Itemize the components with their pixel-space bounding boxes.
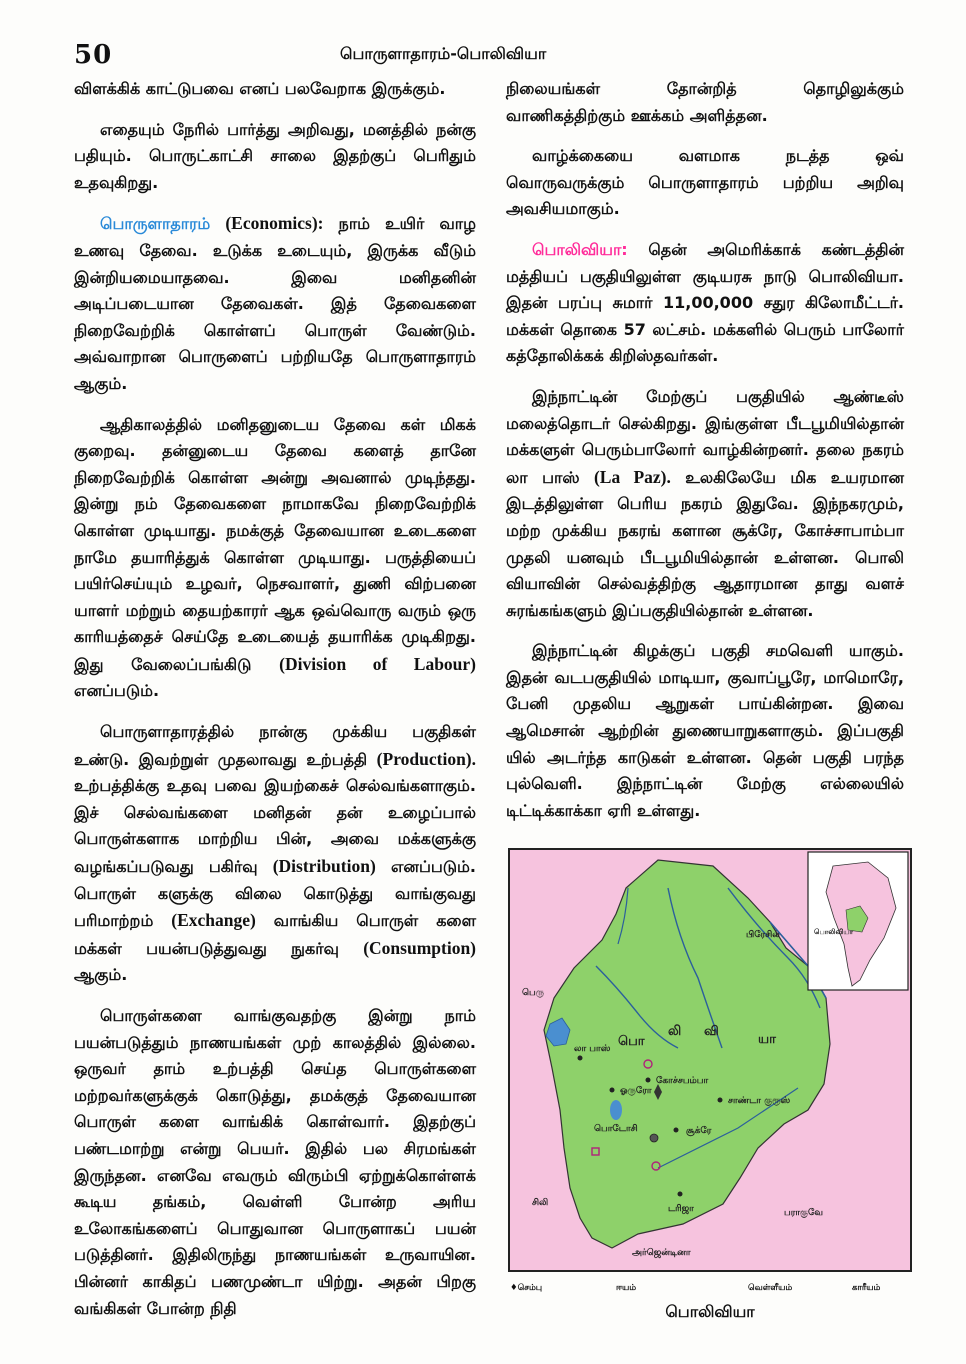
map-graphic <box>508 848 912 1272</box>
map-label-peru: பெரு <box>522 988 545 998</box>
map-label-country-1: பொ <box>618 1034 645 1049</box>
left-paragraph-barter: பொருள்களை வாங்குவதற்கு இன்று நாம் பயன்படுத்தும் நாணயங்கள் முற் காலத்தில் இல்லை. ஒருவர் தாம் உற்பத்தி செய்த பொருள்களை மற்றவர்களுக்குக் கொடுத்து, தமக்குத் தேவையான பொருள் களை வாங்கிக் கொள்வார். இதற்குப் பண்டமாற்று என்று பெயர். இதில் பல சிரமங்கள் இருந்தன. எனவே எவரும் விரும்பி ஏற்றுக்கொள்ளக் கூடிய தங்கம், வெள்ளி போன்ற அரிய உலோகங்களைப் பொதுவான பொருளாகப் பயன் படுத்தினர். இதிலிருந்து நாணயங்கள் உருவாயின. பின்னர் காகிதப் பணமுண்டா யிற்று. அதன் பிறகு வங்கிகள் போன்ற நிதி <box>74 1006 476 1318</box>
exchange-term: (Exchange) <box>171 910 256 931</box>
distribution-term: (Distribution) <box>272 856 376 877</box>
legend-copper: ♦செம்பு <box>510 1283 543 1293</box>
lake-poopo <box>610 1100 622 1120</box>
map-caption: பொலிவியா <box>665 1302 755 1321</box>
bolivia-map <box>508 848 912 1272</box>
city-dot-la-paz <box>578 1056 583 1061</box>
city-dot-sucre <box>674 1128 679 1133</box>
four-parts-text-d: வாங்கிய பொருள் களை மக்கள் பயன்படுத்துவது நுகர்வு <box>74 911 476 958</box>
map-label-country-2: லி <box>668 1024 682 1039</box>
bolivia-text: தென் அமெரிக்காக் கண்டத்தின் மத்தியப் பகுதியிலுள்ள குடியரசு நாடு பொலிவியா. இதன் பரப்பு சுமார் 11,00,000 சதுர கிலோமீட்டர். மக்கள் தொகை 57 லட்சம். மக்களில் பெரும் பாலோர் கத்தோலிக்கக் கிறிஸ்தவர்கள். <box>506 239 905 366</box>
map-label-country-3: வி <box>704 1024 719 1039</box>
map-label-paraguay: பராகுவே <box>784 1208 823 1218</box>
division-text: ஆதிகாலத்தில் மனிதனுடைய தேவை கள் மிகக் குறைவு. தன்னுடைய தேவை களைத் தானே நிறைவேற்றிக் கொள்ள அன்று அவனால் முடிந்தது. இன்று நம் தேவைகளை நாமாகவே நிறைவேற்றிக் கொள்ள முடியாது. நமக்குத் தேவையான உடைகளை நாமே தயாரித்துக் கொள்ள முடியாது. பருத்தியைப் பயிர்செய்யும் உழவர், நெசவாளர், துணி விற்பனை யாளர் மற்றும் தையற்காரர் ஆக ஒவ்வொரு வரும் ஒரு காரியத்தைச் செய்தே உடையைத் தயாரிக்க முடிகிறது. இது வேலைப்பங்கிடு <box>74 414 476 674</box>
map-label-brazil: பிரேசில் <box>746 930 780 940</box>
four-parts-text-b: உற்பத்திக்கு உதவு பவை இயற்கைச் செல்வங்களாகும். இச் செல்வங்களை மனிதன் தன் உழைப்பால் பொருள்களாக மாற்றிய பின், அவை மக்களுக்கு வழங்கப்படுவது பகிர்வு <box>74 776 476 877</box>
right-paragraph-bolivia <box>506 237 904 370</box>
map-label-oruro: ஓருரோ <box>620 1086 652 1096</box>
four-parts-text-a: பொருளாதாரத்தில் நான்கு முக்கிய பகுதிகள் உண்டு. இவற்றுள் முதலாவது உற்பத்தி <box>74 722 476 769</box>
left-paragraph-four-parts <box>74 719 476 989</box>
andes-text-b: உலகிலேயே மிக உயரமான இடத்திலுள்ள பெரிய நகரம் இதுவே. இந்நகரமும், மற்ற முக்கிய நகரங் களான சூக்ரே, கோச்சாபாம்பா முதலி யனவும் பீடபூமியில்தான் உள்ளன. பொலி வியாவின் செல்வத்திற்கு ஆதாரமான தாது வளச் சுரங்கங்களும் இப்பகுதியில்தான் உள்ளன. <box>506 467 905 620</box>
legend-tin: ஈயம் <box>616 1283 637 1293</box>
map-legend <box>508 1283 912 1299</box>
right-paragraph-east: இந்நாட்டின் கிழக்குப் பகுதி சமவெளி யாகும். இதன் வடபகுதியில் மாடியா, குவாப்பூரே, மாமொரே, பேனி முதலிய ஆறுகள் பாய்கின்றன. இவை ஆமெசான் ஆற்றின் துணையாறுகளாகும். இப்பகுதி யில் அடர்ந்த காடுகள் உள்ளன. தென் பகுதி பரந்த புல்வெளி. இந்நாட்டின் மேற்கு எல்லையில் டிட்டிக்காக்கா ஏரி உள்ளது. <box>506 641 904 820</box>
four-parts-text-e: ஆகும். <box>74 965 128 985</box>
legend-copper-label: செம்பு <box>517 1283 543 1293</box>
city-dot-oruro <box>610 1088 615 1093</box>
division-text-end: எனப்படும். <box>74 681 160 701</box>
left-paragraph-division-of-labour <box>74 412 476 706</box>
bolivia-keyword: பொலிவியா: <box>532 239 628 259</box>
four-parts-text-c: எனப்படும். பொருள் களுக்கு விலை கொடுத்து வாங்குவது பரிமாற்றம் <box>74 857 476 931</box>
map-label-la-paz: லா பாஸ் <box>574 1044 611 1054</box>
right-paragraph-1: நிலையங்கள் தோன்றித் தொழிலுக்கும் வாணிகத்திற்கும் ஊக்கம் அளித்தன. <box>506 79 904 125</box>
consumption-term: (Consumption) <box>363 937 477 958</box>
map-label-tarija: டரிஜா <box>668 1204 694 1214</box>
left-paragraph-economics <box>74 210 476 397</box>
economics-keyword: பொருளாதாரம் <box>100 214 211 234</box>
city-dot-cochabamba <box>646 1078 651 1083</box>
running-head: பொருளாதாரம்-பொலிவியா <box>340 44 547 63</box>
map-label-country-4: யா <box>758 1032 776 1047</box>
map-label-cochabamba: கோச்சபம்பா <box>656 1076 709 1086</box>
economics-text: நாம் உயிர் வாழ உணவு தேவை. உடுக்க உடையும், இருக்க வீடும் இன்றியமையாதவை. இவை மனிதனின் அடிப்படையான தேவைகள். இத் தேவைகளை நிறைவேற்றிக் கொள்ளப் பொருள் வேண்டும். அவ்வாறான பொருளைப் பற்றியதே பொருளாதாரம் ஆகும். <box>74 214 476 393</box>
la-paz-term: (La Paz). <box>593 466 671 487</box>
inset-label-bolivia: பொலிவியா <box>814 928 854 936</box>
map-label-argentina: அர்ஜென்டினா <box>632 1248 691 1258</box>
city-dot-santa-cruz <box>718 1098 723 1103</box>
right-column <box>506 76 904 838</box>
right-paragraph-2: வாழ்க்கையை வளமாக நடத்த ஒவ் வொருவருக்கும் பொருளாதாரம் பற்றிய அறிவு அவசியமாகும். <box>506 146 904 219</box>
division-english-term: (Division of Labour) <box>279 653 476 674</box>
andes-text-a: இந்நாட்டின் மேற்குப் பகுதியில் ஆண்டீஸ் மலைத்தொடர் செல்கிறது. இங்குள்ள பீடபூமியில்தான் மக்களுள் பெரும்பாலோர் வாழ்கின்றனர். தலை நகரம் லா பாஸ் <box>506 386 904 487</box>
legend-silver: வெள்ளீயம் <box>748 1283 793 1293</box>
left-paragraph-1: விளக்கிக் காட்டுபவை எனப் பலவேறாக இருக்கும். <box>74 79 446 98</box>
map-label-chile: சிலி <box>532 1198 549 1208</box>
left-paragraph-2: எதையும் நேரில் பார்த்து அறிவது, மனத்தில் நன்கு பதியும். பொருட்காட்சி சாலை இதற்குப் பெரிதும் உதவுகிறது. <box>74 119 476 192</box>
production-term: (Production). <box>376 748 476 769</box>
economics-english-term: (Economics): <box>225 213 324 234</box>
legend-lead: காரீயம் <box>852 1283 881 1293</box>
map-label-sucre: சூக்ரே <box>686 1126 712 1136</box>
right-paragraph-andes <box>506 384 904 624</box>
silver-symbol <box>650 1134 658 1142</box>
map-label-potosi: பொடோசி <box>594 1124 638 1134</box>
map-label-santa-cruz: சாண்டா குரூஸ் <box>728 1096 791 1106</box>
city-dot-tarija <box>678 1192 683 1197</box>
page-number: 50 <box>74 40 113 70</box>
left-column <box>74 76 476 1336</box>
